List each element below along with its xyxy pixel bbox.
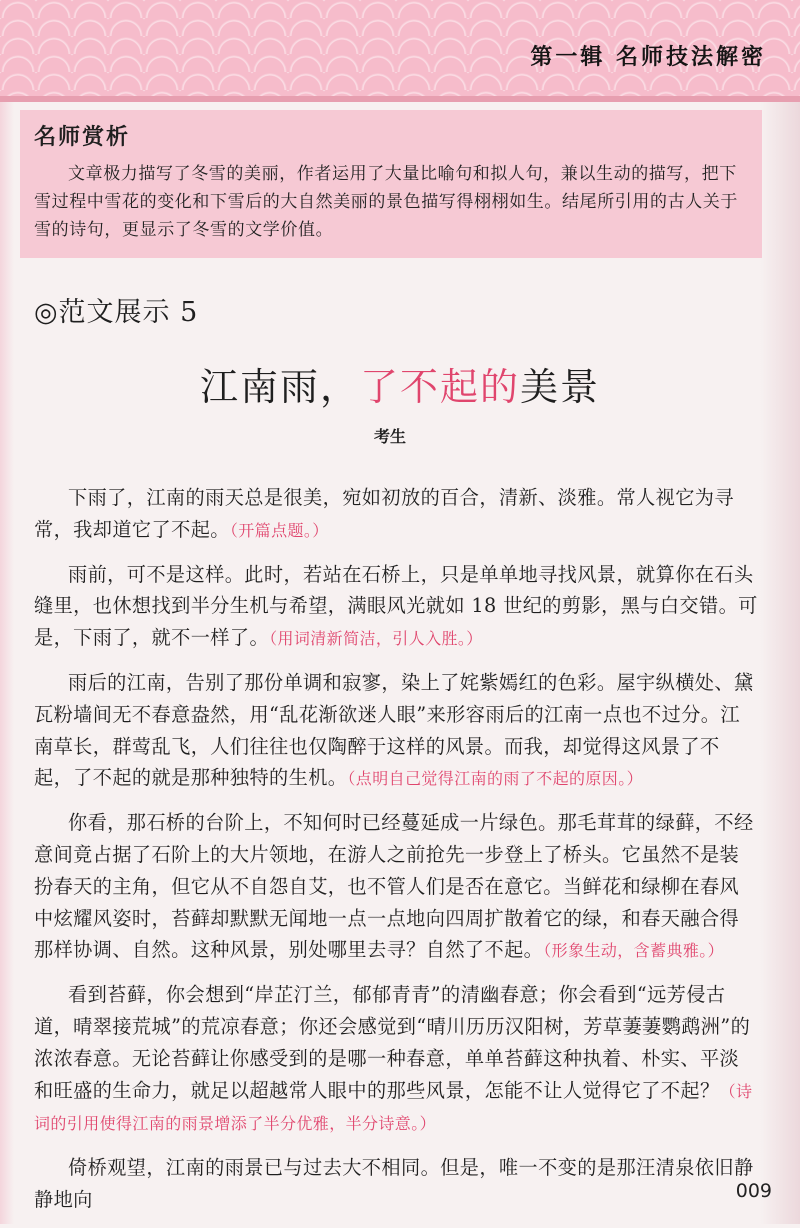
paragraph-note: （用词清新简洁，引人入胜。） [269, 629, 483, 649]
paragraph-text: 雨后的江南，告别了那份单调和寂寥，染上了姹紫嫣红的色彩。屋宇纵横处、黛瓦粉墙间无不春意盎然，用“乱花渐欲迷人眼”来形容雨后的江南一点也不过分。江南草长，群莺乱飞，人们往往也仅陶醉于这样的风景。而我，却觉得这风景了不起，了不起的就是那种独特的生机。 [34, 670, 754, 790]
left-margin-decoration [0, 102, 14, 1224]
paragraph-text: 你看，那石桥的台阶上，不知何时已经蔓延成一片绿色。那毛茸茸的绿藓，不经意间竟占据了石阶上的大片领地，在游人之前抢先一步登上了桥头。它虽然不是装扮春天的主角，但它从不自怨自艾，也不管人们是否在意它。当鲜花和绿柳在春风中炫耀风姿时，苔藓却默默无闻地一点一点地向四周扩散着它的绿，和春天融合得那样协调、自然。这种风景，别处哪里去寻？自然了不起。 [34, 811, 754, 962]
article-title-part3: 美景 [520, 365, 601, 409]
paragraph-note: （开篇点题。） [229, 520, 329, 540]
article-body [34, 482, 758, 1228]
paragraph [34, 1152, 758, 1216]
chapter-title: 第一辑 名师技法解密 [530, 44, 766, 70]
paragraph [34, 482, 758, 547]
paragraph [34, 979, 758, 1140]
paragraph-note: （形象生动，含蓄典雅。） [543, 941, 725, 961]
article-title-part1: 江南雨， [199, 365, 360, 409]
right-margin-decoration [760, 102, 800, 1224]
paragraph-note: （点明自己觉得江南的雨了不起的原因。） [347, 769, 644, 789]
page-number: 009 [735, 1180, 772, 1202]
section-title: ◎范文展示 5 [34, 297, 199, 328]
header-band [0, 0, 800, 102]
paragraph-text: 雨前，可不是这样。此时，若站在石桥上，只是单单地寻找风景，就算你在石头缝里，也休想找到半分生机与希望，满眼风光就如 18 世纪的剪影，黑与白交错。可是，下雨了，就不一样了。 [34, 562, 758, 650]
paragraph [34, 559, 758, 655]
paragraph-text: 看到苔藓，你会想到“岸芷汀兰，郁郁青青”的清幽春意；你会看到“远芳侵古道，晴翠接荒城”的荒凉春意；你还会感觉到“晴川历历汉阳树，芳草萋萋鹦鹉洲”的浓浓春意。无论苔藓让你感受到的是哪一种春意，单单苔藓这种执着、朴实、平淡和旺盛的生命力，就足以超越常人眼中的那些风景，怎能不让人觉得它了不起？ [34, 983, 751, 1102]
paragraph-text: 下雨了，江南的雨天总是很美，宛如初放的百合，清新、淡雅。常人视它为寻常，我却道它了不起。 [34, 486, 734, 541]
paragraph [34, 807, 758, 967]
article-author: 考生 [373, 427, 406, 446]
header-divider [0, 96, 800, 102]
paragraph [34, 667, 758, 795]
article-title-accent: 了不起的 [359, 365, 520, 409]
paragraph-text: 倚桥观望，江南的雨景已与过去大不相同。但是，唯一不变的是那汪清泉依旧静静地向 [34, 1156, 754, 1211]
paragraph-note: （诗词的引用使得江南的雨景增添了半分优雅，半分诗意。） [34, 1081, 753, 1134]
commentary-text: 文章极力描写了冬雪的美丽，作者运用了大量比喻句和拟人句，兼以生动的描写，把下雪过程中雪花的变化和下雪后的大自然美丽的景色描写得栩栩如生。结尾所引用的古人关于雪的诗句，更显示了冬雪的文学价值。 [34, 164, 738, 240]
article-title [0, 356, 800, 411]
commentary-heading: 名师赏析 [34, 124, 131, 150]
